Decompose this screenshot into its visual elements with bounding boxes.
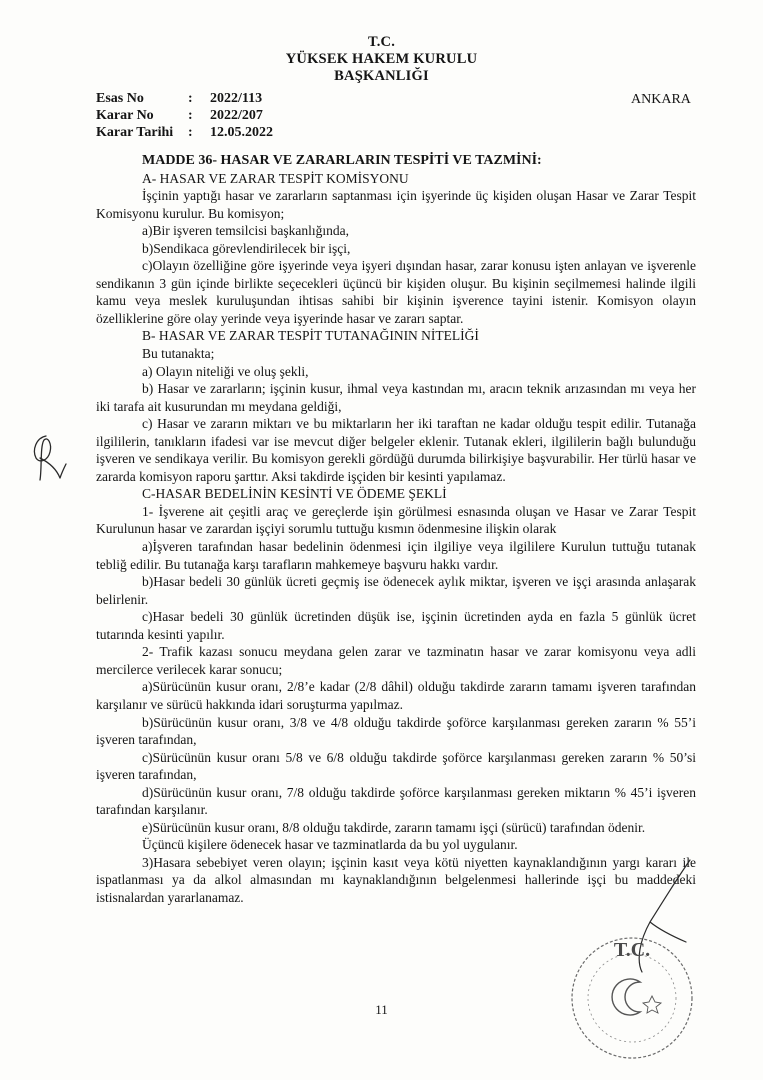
section-heading-a: A- HASAR VE ZARAR TESPİT KOMİSYONU (142, 170, 409, 186)
case-metadata (96, 90, 273, 141)
paragraph: 3)Hasara sebebiyet veren olayın; işçinin kasıt veya kötü niyetten kaynaklandığının yargı kararı ile ispatlanması ya da alkol almasından mı kaynaklandığının belgelenmesi hallerinde işçi bu maddedeki istisnalardan yararlanamaz. (96, 854, 696, 905)
paragraph: 2- Trafik kazası sonucu meydana gelen zarar ve tazminatın hasar ve zarar komisyonu veya adli mercilerce verilecek karar sonucu; (96, 644, 696, 677)
page-number: 11 (375, 1002, 388, 1017)
article-title: MADDE 36- HASAR VE ZARARLARIN TESPİTİ VE TAZMİNİ: (142, 153, 542, 168)
meta-value: 2022/207 (210, 108, 263, 123)
meta-label: Karar Tarihi (96, 125, 174, 140)
section-heading-b: B- HASAR VE ZARAR TESPİT TUTANAĞININ NİTELİĞİ (142, 328, 479, 344)
official-seal-icon (560, 916, 710, 1066)
meta-row-karar (96, 107, 273, 124)
list-item: b)Sendikaca görevlendirilecek bir işçi, (142, 240, 351, 256)
header-line-institution: YÜKSEK HAKEM KURULU (285, 51, 478, 67)
header-line-presidency: BAŞKANLIĞI (334, 68, 429, 84)
list-item: b) Hasar ve zararların; işçinin kusur, ihmal veya kastından mı, aracın teknik arızasından mı veya her iki tarafa ait kusurundan mı meydana geldiği, (96, 381, 696, 414)
meta-label: Esas No (96, 91, 144, 106)
meta-row-karar-tarihi (96, 124, 273, 141)
paragraph: Üçüncü kişilere ödenecek hasar ve tazminatlarda da bu yol uygulanır. (142, 837, 518, 853)
paragraph: İşçinin yaptığı hasar ve zararların saptanması için işyerinde üç kişiden oluşan Hasar ve Zarar Tespit Komisyonu kurulur. Bu komisyon; (96, 188, 696, 221)
list-item: c)Sürücünün kusur oranı 5/8 ve 6/8 olduğu takdirde şoförce karşılanması gereken zararın % 50’si işveren tarafından, (96, 749, 696, 783)
paragraph: 1- İşverene ait çeşitli araç ve gereçlerde işin görülmesi esnasında oluşan ve Hasar ve Zarar Tespit Kurulunun hasar ve zarardan işçiyi sorumlu tuttuğu kısmın ödenmesine ilişkin olarak (96, 503, 696, 537)
header-line-tc: T.C. (367, 34, 396, 50)
seal-text: T.C. (613, 939, 651, 961)
meta-value: 2022/113 (210, 91, 263, 106)
document-body (96, 152, 696, 907)
meta-separator: : (188, 91, 193, 106)
list-item: c)Hasar bedeli 30 günlük ücretinden düşük ise, işçinin ücretinden ayda en fazla 5 günlük ücret tutarında kesinti yapılır. (96, 609, 696, 642)
paragraph: c)Olayın özelliğine göre işyerinde veya işyeri dışından hasar, zarar konusu işten anlayan ve işverenle sendikanın 3 gün içinde birlikte seçecekleri üçüncü bir kişiden oluşur. Bu kişinin seçilmemesi halinde ilgili kamu veya meslek kuruluşundan ihtisas sahibi bir kişinin işverence tayini istenir. Komisyon olayın özelliklerine göre olay yerinde veya işyerinde hasar ve zararı saptar. (96, 258, 696, 326)
meta-separator: : (188, 125, 193, 140)
list-item: c) Hasar ve zararın miktarı ve bu miktarların her iki taraftan ne kadar olduğu tespit edilir. Tutanağa ilgililerin, tanıkların ifadesi var ise mevcut diğer belgeler eklenir. Tutanak ekleri, ilgililerin bağlı bulunduğu işveren ve sendikaya verilir. Bu komisyon gerekli gördüğü durumda bilirkişiye başvurabilir. Her türlü hasar ve zararda komisyon raporu şarttır. Aksi takdirde işçiden bir kesinti yapılamaz. (96, 416, 696, 484)
list-item: a)Bir işveren temsilcisi başkanlığında, (142, 223, 349, 239)
list-item: e)Sürücünün kusur oranı, 8/8 olduğu takdirde, zararın tamamı işçi (sürücü) tarafından ödenir. (142, 819, 646, 835)
list-item: a)İşveren tarafından hasar bedelinin ödenmesi için ilgiliye veya ilgililere Kurulun tuttuğu tutanak tebliğ edilir. Bu tutanağa karşı tarafların mahkemeye başvuru hakkı vardır. (96, 539, 696, 572)
section-heading-c: C-HASAR BEDELİNİN KESİNTİ VE ÖDEME ŞEKLİ (142, 486, 447, 502)
handwritten-initials-icon (26, 428, 70, 488)
list-item: b)Sürücünün kusur oranı, 3/8 ve 4/8 olduğu takdirde şoförce karşılanması gereken zararın % 55’i işveren tarafından, (96, 714, 696, 748)
list-item: d)Sürücünün kusur oranı, 7/8 olduğu takdirde şoförce karşılanması gereken miktarın % 45’i işveren tarafından karşılanır. (96, 784, 696, 818)
list-item: b)Hasar bedeli 30 günlük ücreti geçmiş ise ödenecek aylık miktar, işveren ve işçi arasında anlaşarak belirlenir. (96, 574, 696, 607)
list-item: a) Olayın niteliği ve oluş şekli, (142, 363, 309, 379)
meta-separator: : (188, 108, 193, 123)
meta-value: 12.05.2022 (210, 125, 273, 140)
paragraph: Bu tutanakta; (142, 346, 215, 362)
meta-row-esas (96, 90, 273, 107)
meta-label: Karar No (96, 108, 154, 123)
list-item: a)Sürücünün kusur oranı, 2/8’e kadar (2/8 dâhil) olduğu takdirde zararın tamamı işveren tarafından karşılanır ve sürücü hakkında idari soruşturma yapılmaz. (96, 679, 696, 712)
city-label: ANKARA (631, 92, 691, 107)
